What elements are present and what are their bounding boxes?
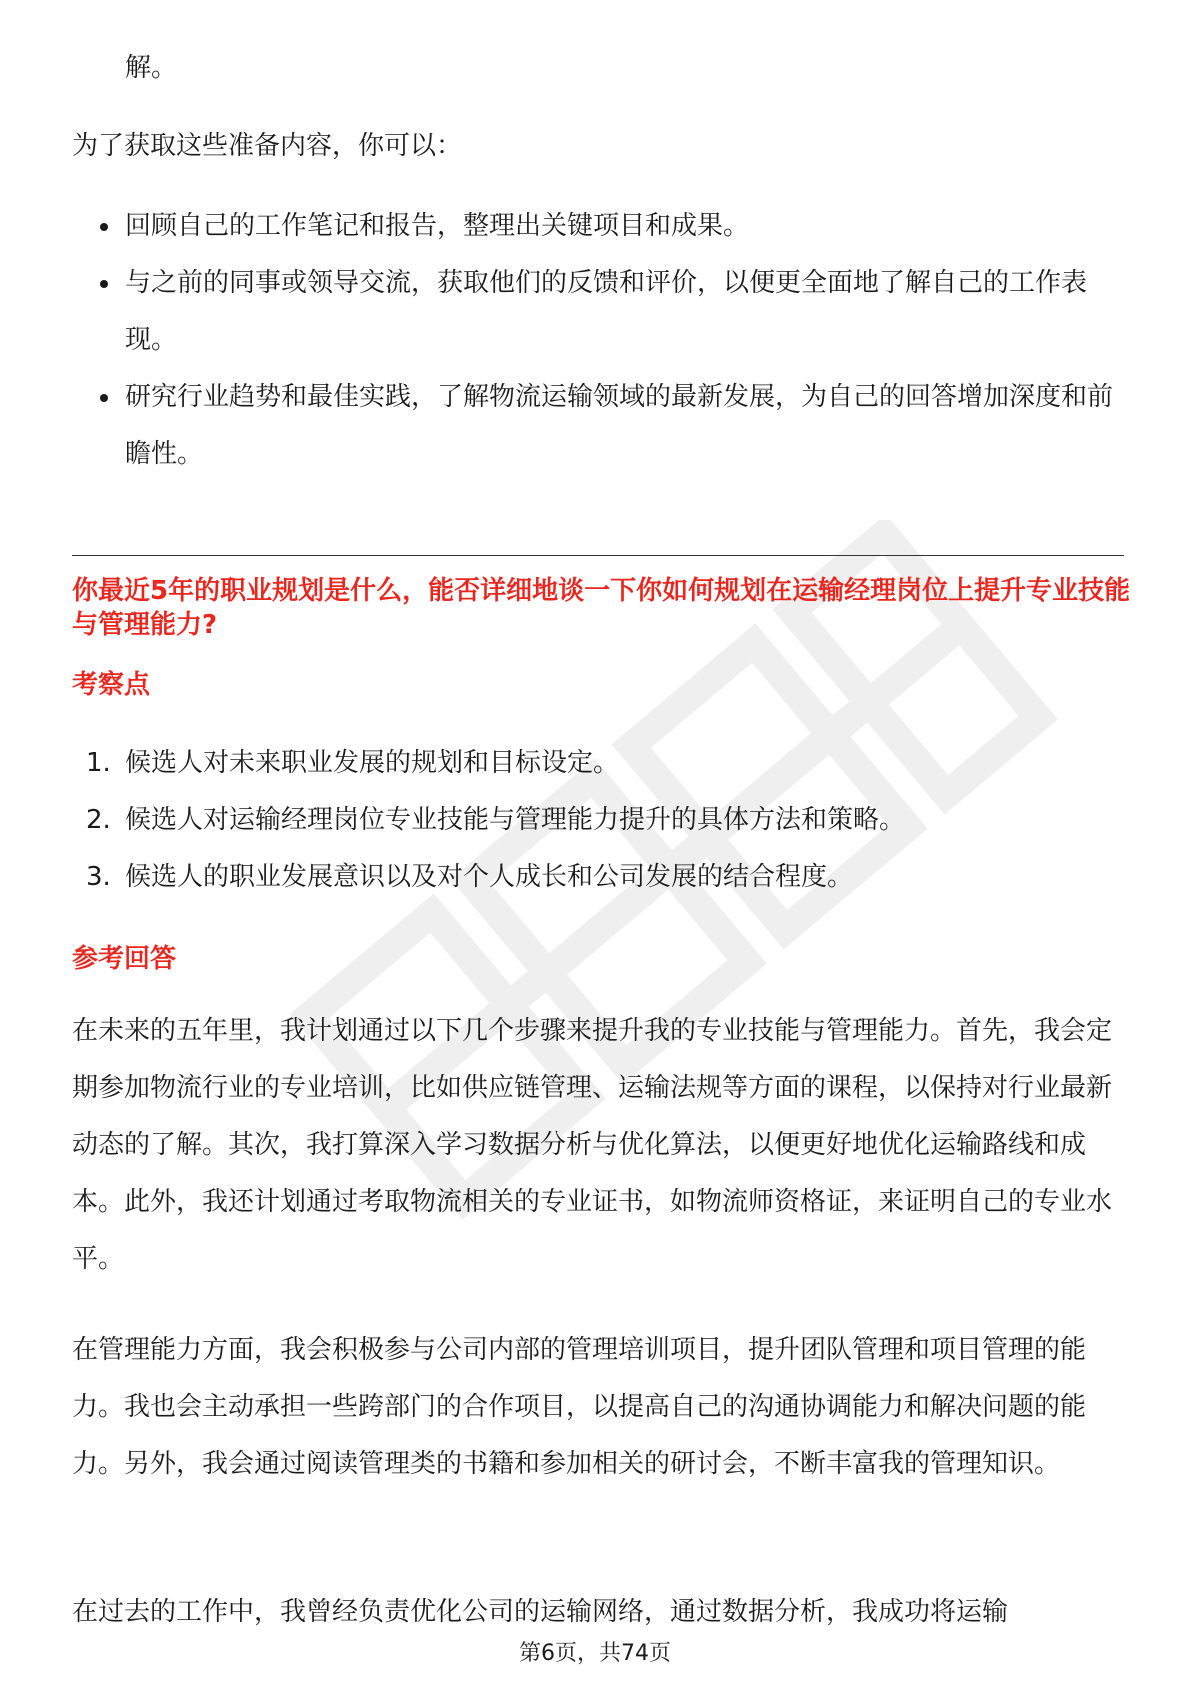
- answer-heading: 参考回答: [72, 944, 177, 974]
- list-item-text: 与之前的同事或领导交流，获取他们的反馈和评价，以便更全面地了解自己的工作表现。: [125, 268, 1088, 355]
- list-number: 2.: [86, 805, 111, 835]
- points-list: [72, 735, 1132, 906]
- prep-lead-text: 为了获取这些准备内容，你可以：: [72, 131, 463, 161]
- list-item: [72, 792, 1132, 849]
- list-item-text: 研究行业趋势和最佳实践，了解物流运输领域的最新发展，为自己的回答增加深度和前瞻性。: [125, 382, 1114, 469]
- list-item-text: 候选人的职业发展意识以及对个人成长和公司发展的结合程度。: [125, 862, 854, 892]
- list-item: [72, 735, 1132, 792]
- list-item: [72, 198, 1132, 255]
- answer-paragraph: 在过去的工作中，我曾经负责优化公司的运输网络，通过数据分析，我成功将运输: [72, 1597, 1009, 1627]
- bullet-dot-icon: [100, 280, 108, 288]
- points-heading: 考察点: [72, 670, 151, 700]
- bullet-dot-icon: [100, 223, 108, 231]
- list-item: [72, 369, 1132, 483]
- prep-bullet-list: [72, 198, 1132, 483]
- intro-tail-text: 解。: [125, 53, 178, 83]
- bullet-dot-icon: [100, 394, 108, 402]
- list-item: [72, 849, 1132, 906]
- page-footer: 第6页，共74页: [519, 1641, 671, 1666]
- answer-paragraph: 在未来的五年里，我计划通过以下几个步骤来提升我的专业技能与管理能力。首先，我会定期参加物流行业的专业培训，比如供应链管理、运输法规等方面的课程，以保持对行业最新动态的了解。其次，我打算深入学习数据分析与优化算法，以便更好地优化运输路线和成本。此外，我还计划通过考取物流相关的专业证书，如物流师资格证，来证明自己的专业水平。: [72, 1016, 1113, 1274]
- answer-paragraph: 在管理能力方面，我会积极参与公司内部的管理培训项目，提升团队管理和项目管理的能力。我也会主动承担一些跨部门的合作项目，以提高自己的沟通协调能力和解决问题的能力。另外，我会通过阅读管理类的书籍和参加相关的研讨会，不断丰富我的管理知识。: [72, 1335, 1087, 1479]
- list-item: [72, 255, 1132, 369]
- list-item-text: 候选人对运输经理岗位专业技能与管理能力提升的具体方法和策略。: [125, 805, 906, 835]
- list-item-text: 候选人对未来职业发展的规划和目标设定。: [125, 748, 620, 778]
- section-divider: [72, 555, 1124, 556]
- list-number: 3.: [86, 862, 111, 892]
- list-number: 1.: [86, 748, 111, 778]
- list-item-text: 回顾自己的工作笔记和报告，整理出关键项目和成果。: [125, 211, 750, 241]
- question-heading: 你最近5年的职业规划是什么，能否详细地谈一下你如何规划在运输经理岗位上提升专业技能与管理能力?: [72, 576, 1131, 640]
